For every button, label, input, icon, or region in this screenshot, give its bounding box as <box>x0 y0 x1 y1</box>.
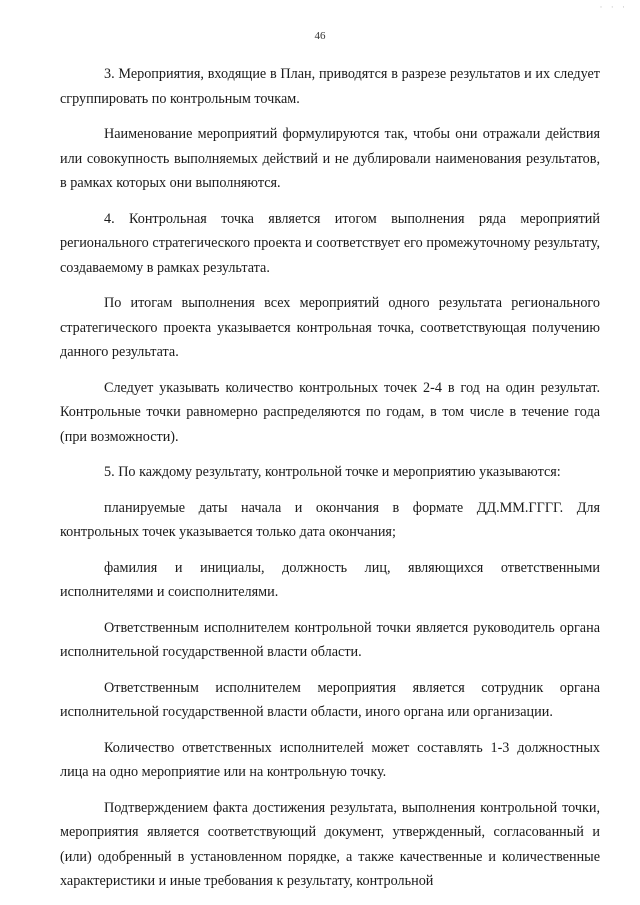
paragraph: 3. Мероприятия, входящие в План, приводятся в разрезе результатов и их следует сгруппировать по контрольным точкам. <box>60 66 600 107</box>
paragraph: Наименование мероприятий формулируются так, чтобы они отражали действия или совокупность выполняемых действий и не дублировали наименования результатов, в рамках которых они выполняются. <box>60 126 600 191</box>
page-number: 46 <box>314 30 326 42</box>
paragraph: По итогам выполнения всех мероприятий одного результата регионального стратегического проекта указывается контрольная точка, соответствующая получению данного результата. <box>60 295 600 360</box>
paragraph: Ответственным исполнителем мероприятия является сотрудник органа исполнительной государственной власти области, иного органа или организации. <box>60 679 600 720</box>
paragraph: Ответственным исполнителем контрольной точки является руководитель органа исполнительной государственной власти области. <box>60 619 600 660</box>
paragraph: Количество ответственных исполнителей может составлять 1-3 должностных лица на одно мероприятие или на контрольную точку. <box>60 739 600 780</box>
paragraph: планируемые даты начала и окончания в формате ДД.ММ.ГГГГ. Для контрольных точек указывается только дата окончания; <box>60 499 600 540</box>
paragraph: 5. По каждому результату, контрольной точке и мероприятию указываются: <box>104 464 561 480</box>
paragraph: фамилия и инициалы, должность лиц, являющихся ответственными исполнителями и соисполнителями. <box>60 559 600 600</box>
paragraph: Подтверждением факта достижения результата, выполнения контрольной точки, мероприятия является соответствующий документ, утвержденный, согласованный и (или) одобренный в установленном порядке, а также качественные и количественные характеристики и иные требования к результату, контрольной <box>60 799 600 889</box>
paragraph: 4. Контрольная точка является итогом выполнения ряда мероприятий регионального стратегического проекта и соответствует его промежуточному результату, создаваемому в рамках результата. <box>60 210 600 276</box>
document-body <box>60 62 600 894</box>
scan-corner-mark: · · · <box>599 2 628 12</box>
paragraph: Следует указывать количество контрольных точек 2-4 в год на один результат. Контрольные точки равномерно распределяются по годам, в том числе в течение года (при возможности). <box>60 379 600 445</box>
